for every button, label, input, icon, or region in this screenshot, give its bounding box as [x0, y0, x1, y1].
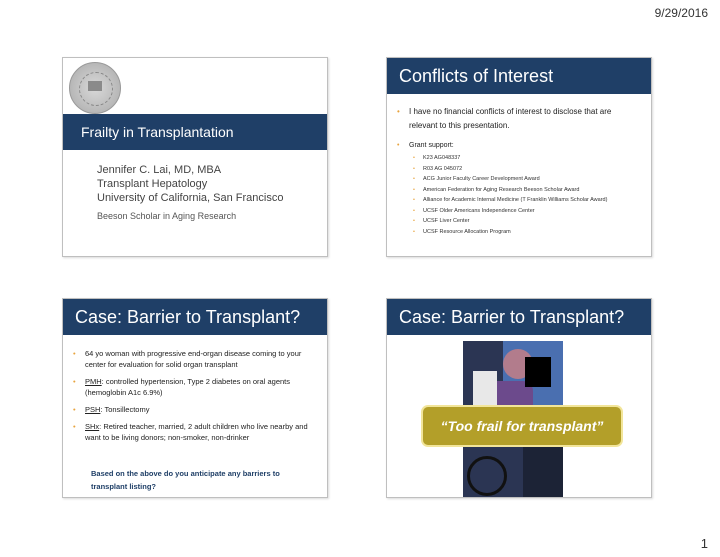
- bullet-item: • SHx: Retired teacher, married, 2 adult children who live nearby and want to be living donors; non-smoker, non-drinker: [73, 422, 308, 442]
- grant-list: [397, 141, 641, 237]
- author-name: Jennifer C. Lai, MD, MBA: [97, 164, 222, 176]
- author-block: [97, 163, 283, 205]
- slide-3: [62, 298, 328, 498]
- grant-item: • UCSF Older Americans Independence Center: [413, 207, 535, 214]
- question-callout: Based on the above do you anticipate any barriers to transplant listing?: [91, 469, 280, 491]
- bullet-item: • 64 yo woman with progressive end-organ disease coming to your center for evaluation for solid organ transplant: [73, 349, 302, 369]
- university-seal-logo: [69, 62, 121, 114]
- slide-4: [386, 298, 652, 498]
- grant-item: • Alliance for Academic Internal Medicine (T Franklin Williams Scholar Award): [413, 197, 608, 203]
- bullet-item: • PSH: Tonsillectomy: [73, 405, 150, 414]
- author-institution: University of California, San Francisco: [97, 192, 284, 204]
- slide-title: Case: Barrier to Transplant?: [63, 299, 327, 335]
- slide-1: [62, 57, 328, 257]
- grant-item: • R03 AG 045072: [413, 165, 463, 172]
- author-department: Transplant Hepatology: [97, 178, 208, 190]
- slide-title: Frailty in Transplantation: [63, 114, 327, 150]
- grant-item: • ACG Junior Faculty Career Development Award: [413, 176, 540, 182]
- bullet-item: • Grant support: • K23 AG048337 • R03 AG 045072 • ACG Junior Faculty Career Development Award • American Federation for Aging Research Beeson Scholar Award • Alliance for Academic Internal Medicine (T Franklin Williams Scholar Award) • UCSF Older Americans Independence Center • UCSF Liver Center • UCSF Resource Allocation Program: [397, 141, 641, 237]
- face-redaction-box: [525, 357, 551, 387]
- case-bullet-list: [73, 348, 317, 449]
- bullet-item: • PMH: controlled hypertension, Type 2 diabetes on oral agents (hemoglobin A1c 6.9%): [73, 377, 290, 397]
- grant-item: • American Federation for Aging Research Beeson Scholar Award: [413, 186, 580, 193]
- slide-title: Case: Barrier to Transplant?: [387, 299, 651, 335]
- bullet-text: I have no financial conflicts of interest to disclose that are relevant to this presentation.: [409, 107, 612, 130]
- slide-2: [386, 57, 652, 257]
- page-date: 9/29/2016: [654, 6, 708, 20]
- bullet-text: Grant support:: [409, 142, 454, 149]
- bullet-item: • I have no financial conflicts of interest to disclose that are relevant to this presentation.: [397, 107, 612, 130]
- grant-item: • K23 AG048337: [413, 155, 461, 161]
- page-number: 1: [700, 536, 708, 551]
- scholar-line: Beeson Scholar in Aging Research: [97, 211, 237, 221]
- bullet-list: [397, 105, 641, 133]
- slide-title: Conflicts of Interest: [387, 58, 651, 94]
- grant-item: • UCSF Resource Allocation Program: [413, 228, 511, 235]
- grant-item: • UCSF Liver Center: [413, 218, 470, 224]
- quote-banner: “Too frail for transplant”: [421, 405, 623, 447]
